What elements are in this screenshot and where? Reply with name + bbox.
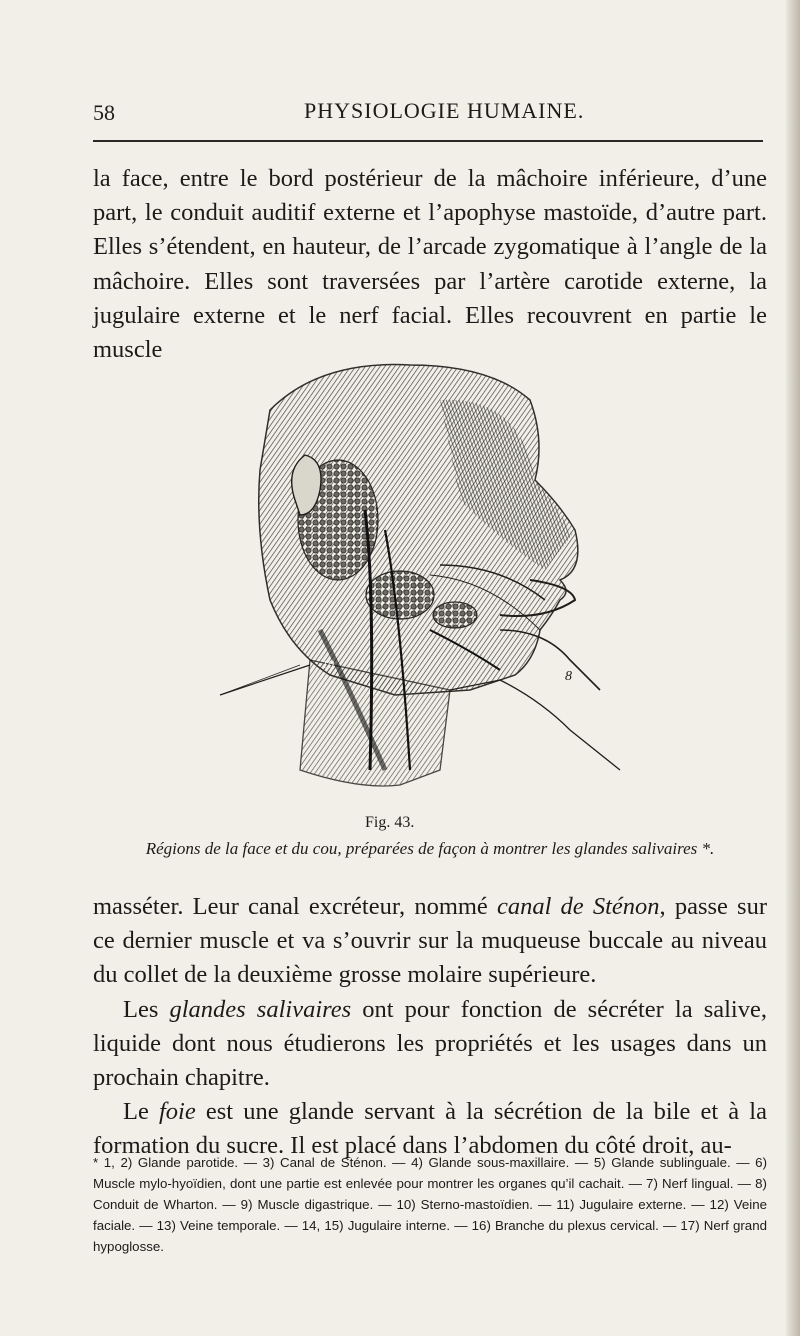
footnote-text: * 1, 2) Glande parotide. — 3) Canal de Sténon. — 4) Glande sous-maxillaire. — 5) Glande sublinguale. — 6) Muscle mylo-hyoïdien, dont une partie est enlevée pour montrer les organes qu’il cachait. — 7) Nerf lingual. — 8) Conduit de Wharton. — 9) Muscle digastrique. — 10) Sterno-mastoïdien. — 11) Jugulaire externe. — 12) Veine faciale. — 13) Veine temporale. — 14, 15) Jugulaire interne. — 16) Branche du plexus cervical. — 17) Nerf grand hypoglosse. — [93, 1155, 767, 1254]
paragraph-top: la face, entre le bord postérieur de la mâchoire inférieure, d’une part, le conduit auditif externe et l’apophyse mastoïde, d’autre part. Elles s’étendent, en hauteur, de l’arcade zygomatique à l’angle de la mâchoire. Elles sont traversées par l’artère carotide externe, la jugulaire externe et le nerf facial. Elles recouvrent en partie le muscle — [93, 165, 767, 364]
figure-mark-10: 10 — [322, 657, 334, 671]
header-rule — [93, 140, 763, 142]
figure-illustration — [200, 330, 705, 800]
page-header — [93, 92, 765, 132]
anatomical-figure — [200, 330, 705, 800]
figure-caption: Régions de la face et du cou, préparées de façon à montrer les glandes salivaires *. — [145, 839, 715, 858]
paragraph-2: Les glandes salivaires ont pour fonction de sécréter la salive, liquide dont nous étudierons les propriétés et les usages dans un prochain chapitre. — [93, 995, 767, 1092]
figure-label: Fig. 43. — [365, 814, 415, 831]
figure-mark-8: 8 — [565, 669, 572, 684]
body-text-bottom — [93, 890, 767, 1164]
page-number: 58 — [93, 100, 115, 125]
page-edge — [786, 0, 800, 1336]
footnote — [93, 1152, 767, 1257]
paragraph-1: masséter. Leur canal excréteur, nommé canal de Sténon, passe sur ce dernier muscle et va s’ouvrir sur la muqueuse buccale au niveau du collet de la deuxième grosse molaire supérieure. — [93, 893, 767, 989]
paragraph-3: Le foie est une glande servant à la sécrétion de la bile et à la formation du sucre. Il est placé dans l’abdomen du côté droit, au- — [93, 1098, 767, 1160]
running-title: PHYSIOLOGIE HUMAINE. — [304, 98, 585, 123]
